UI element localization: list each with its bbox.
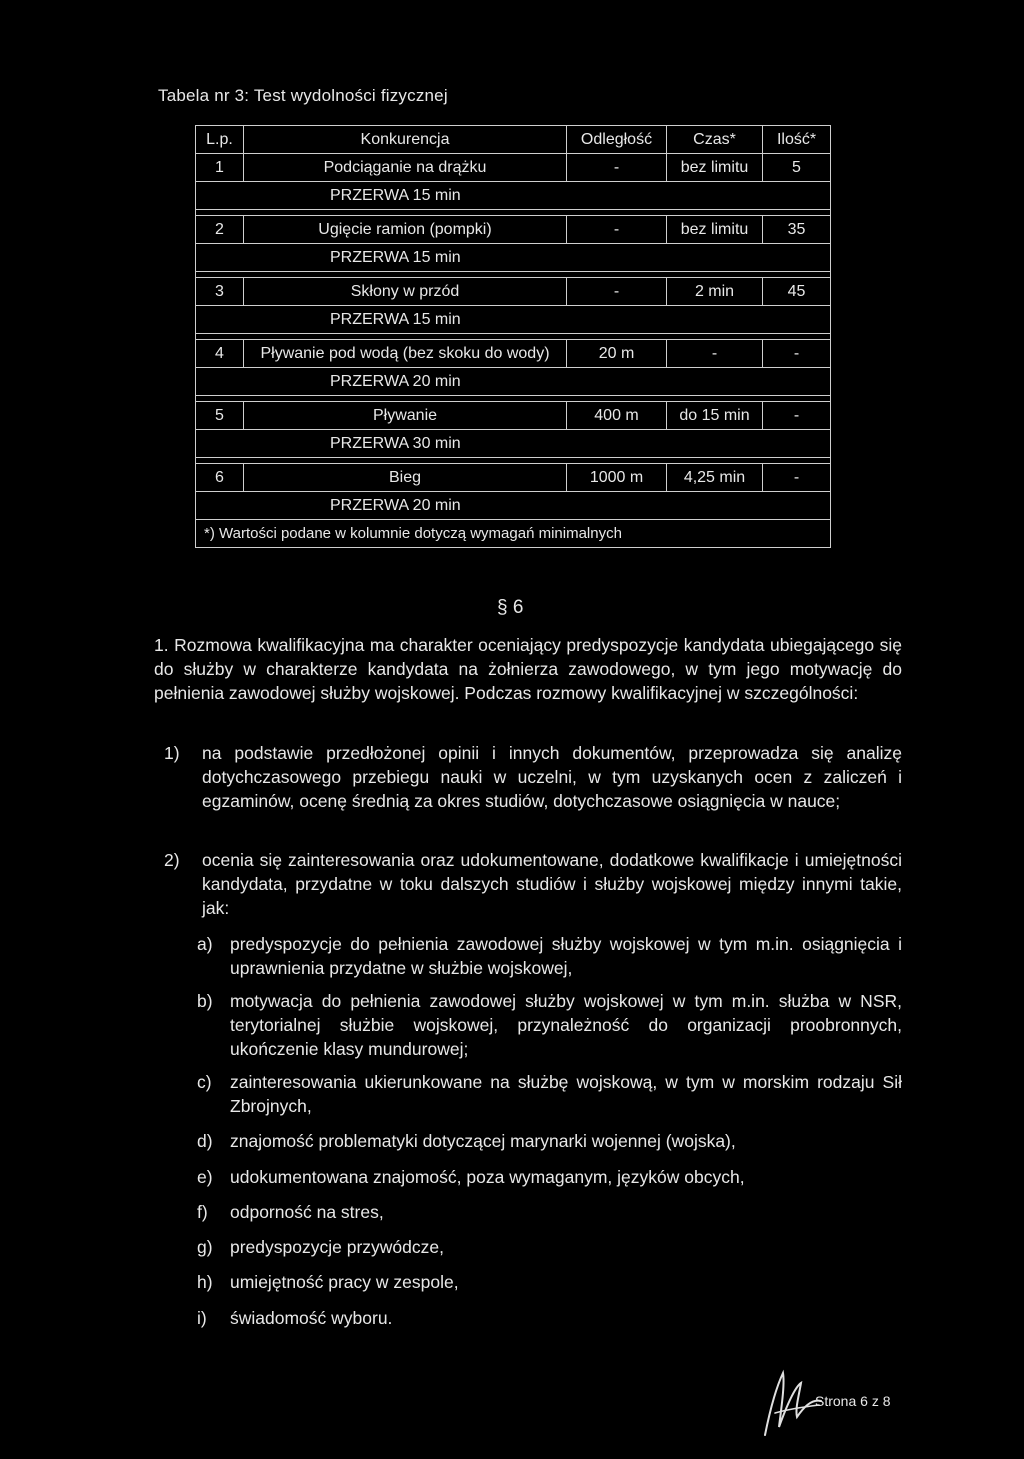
table-row [196, 340, 831, 368]
sub-list-item-text: zainteresowania ukierunkowane na służbę wojskową, w tym w morskim rodzaju Sił Zbrojnych, [230, 1072, 902, 1116]
cell-discipline: Pływanie pod wodą (bez skoku do wody) [244, 340, 567, 368]
sub-list-item-text: znajomość problematyki dotyczącej marynarki wojennej (wojska), [230, 1131, 736, 1151]
sub-list-item-letter: g) [197, 1237, 213, 1257]
break-row [196, 182, 831, 210]
cell-distance: - [567, 154, 667, 182]
cell-time: 4,25 min [667, 464, 763, 492]
cell-lp: 2 [196, 216, 244, 244]
table-row [196, 216, 831, 244]
cell-time: bez limitu [667, 216, 763, 244]
cell-discipline: Ugięcie ramion (pompki) [244, 216, 567, 244]
cell-distance: 1000 m [567, 464, 667, 492]
break-label: PRZERWA 15 min [196, 182, 831, 210]
list-item-number: 2) [164, 850, 180, 870]
sub-list-item-letter: h) [197, 1272, 213, 1292]
break-label: PRZERWA 20 min [196, 368, 831, 396]
cell-time: do 15 min [667, 402, 763, 430]
sub-list-item-text: predyspozycje przywódcze, [230, 1237, 444, 1257]
sub-list-item-text: motywacja do pełnienia zawodowej służby wojskowej w tym m.in. służba w NSR, terytorialnej służbie wojskowej, przynależność do organizacji proobronnych, ukończenie klasy mundurowej; [230, 991, 902, 1059]
cell-discipline: Bieg [244, 464, 567, 492]
table-row [196, 464, 831, 492]
cell-count: 45 [763, 278, 831, 306]
cell-time: bez limitu [667, 154, 763, 182]
cell-distance: - [567, 216, 667, 244]
sub-list-item-text: świadomość wyboru. [230, 1308, 393, 1328]
cell-count: 35 [763, 216, 831, 244]
table-row [196, 278, 831, 306]
cell-lp: 1 [196, 154, 244, 182]
sub-list-item-letter: c) [197, 1072, 212, 1092]
list-item-text: na podstawie przedłożonej opinii i innych dokumentów, przeprowadza się analizę dotychczasowego przebiegu nauki w uczelni, w tym uzyskanych ocen z zaliczeń i egzaminów, ocenę średnią za okres studiów, dotychczasowe osiągnięcia w nauce; [202, 743, 902, 811]
sub-list-item-letter: a) [197, 934, 213, 954]
cell-discipline: Pływanie [244, 402, 567, 430]
break-row [196, 430, 831, 458]
cell-lp: 6 [196, 464, 244, 492]
sub-list-item-letter: e) [197, 1167, 213, 1187]
table-row [196, 154, 831, 182]
table-header-row [196, 126, 831, 154]
header-discipline: Konkurencja [244, 126, 567, 154]
cell-count: - [763, 464, 831, 492]
break-row [196, 492, 831, 520]
cell-lp: 5 [196, 402, 244, 430]
cell-lp: 3 [196, 278, 244, 306]
cell-distance: 20 m [567, 340, 667, 368]
table-title: Tabela nr 3: Test wydolności fizycznej [158, 86, 448, 105]
sub-list-item-text: predyspozycje do pełnienia zawodowej służby wojskowej w tym m.in. osiągnięcia i uprawnienia przydatne w służbie wojskowej, [230, 934, 902, 978]
break-row [196, 306, 831, 334]
table-footnote: *) Wartości podane w kolumnie dotyczą wymagań minimalnych [196, 520, 831, 548]
sub-list-item-letter: d) [197, 1131, 213, 1151]
header-lp: L.p. [196, 126, 244, 154]
sub-list-item-text: udokumentowana znajomość, poza wymaganym, języków obcych, [230, 1167, 745, 1187]
fitness-test-table [195, 125, 831, 548]
break-label: PRZERWA 20 min [196, 492, 831, 520]
page-number: Strona 6 z 8 [815, 1393, 891, 1409]
list-item-number: 1) [164, 743, 180, 763]
table-row [196, 402, 831, 430]
break-label: PRZERWA 30 min [196, 430, 831, 458]
sub-list-item-letter: i) [197, 1308, 207, 1328]
header-distance: Odległość [567, 126, 667, 154]
list-item-text: ocenia się zainteresowania oraz udokumentowane, dodatkowe kwalifikacje i umiejętności kandydata, przydatne w toku dalszych studiów i służby wojskowej między innymi takie, jak: [202, 850, 902, 918]
cell-distance: - [567, 278, 667, 306]
cell-count: - [763, 340, 831, 368]
footnote-row [196, 520, 831, 548]
sub-list-item-text: umiejętność pracy w zespole, [230, 1272, 459, 1292]
cell-count: 5 [763, 154, 831, 182]
cell-distance: 400 m [567, 402, 667, 430]
cell-discipline: Skłony w przód [244, 278, 567, 306]
break-label: PRZERWA 15 min [196, 244, 831, 272]
break-row [196, 244, 831, 272]
break-label: PRZERWA 15 min [196, 306, 831, 334]
header-count: Ilość* [763, 126, 831, 154]
break-row [196, 368, 831, 396]
cell-time: 2 min [667, 278, 763, 306]
sub-list-item-letter: f) [197, 1202, 208, 1222]
section-heading: § 6 [497, 597, 524, 618]
cell-count: - [763, 402, 831, 430]
sub-list-item-text: odporność na stres, [230, 1202, 384, 1222]
paragraph-1: 1. Rozmowa kwalifikacyjna ma charakter oceniający predyspozycje kandydata ubiegającego się do służby w charakterze kandydata na żołnierza zawodowego, w tym jego motywację do pełnienia zawodowej służby wojskowej. Podczas rozmowy kwalifikacyjnej w szczególności: [154, 635, 902, 703]
header-time: Czas* [667, 126, 763, 154]
cell-discipline: Podciąganie na drążku [244, 154, 567, 182]
cell-lp: 4 [196, 340, 244, 368]
sub-list-item-letter: b) [197, 991, 213, 1011]
cell-time: - [667, 340, 763, 368]
